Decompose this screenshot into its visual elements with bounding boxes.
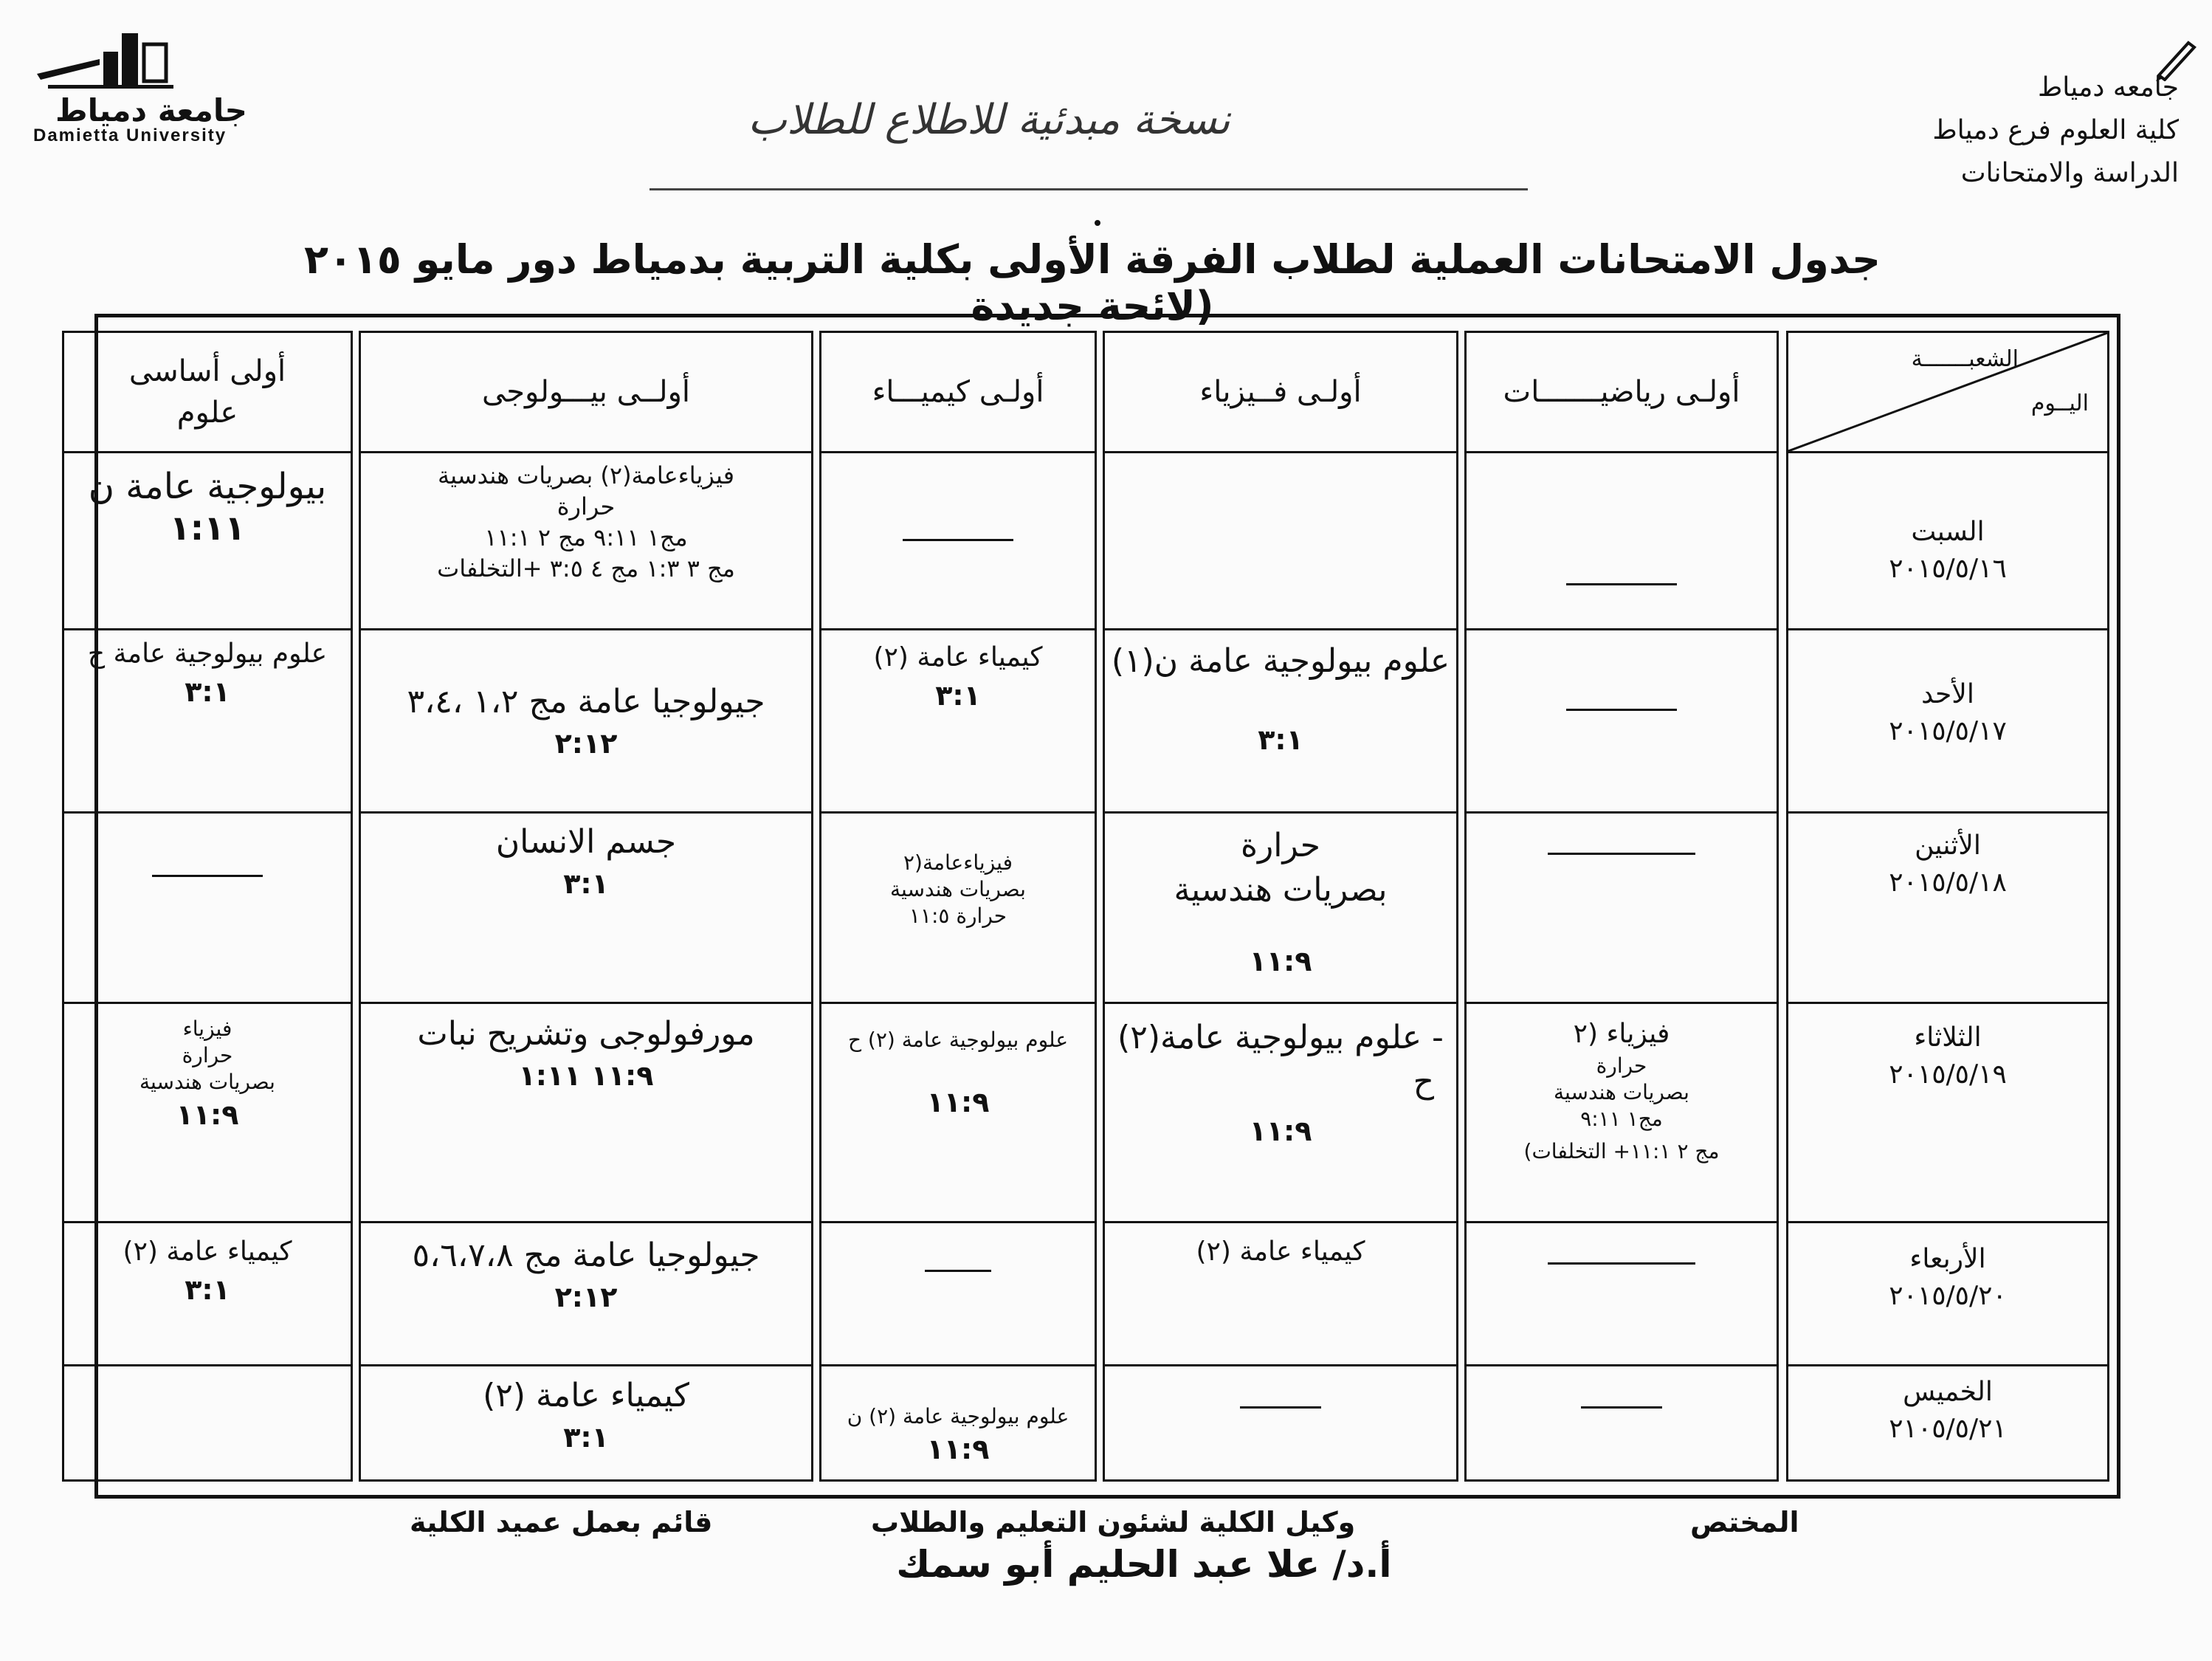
column-bio — [359, 331, 813, 1482]
day-row-5 — [1788, 1241, 2107, 1359]
faculty-header — [1932, 66, 2179, 195]
bio-row-3: جسم الانسان ٣:١ — [495, 823, 677, 900]
header-line-department: الدراسة والامتحانات — [1960, 158, 2179, 188]
day-row-6 — [1788, 1374, 2107, 1470]
day-date: ٢٠١٥/٥/٢٠ — [1889, 1281, 2007, 1311]
empty-dash — [1566, 709, 1677, 711]
basic-row-4: فيزياء حرارة بصريات هندسية ١١:٩ — [139, 1017, 275, 1131]
day-name: الأحد — [1921, 679, 1974, 709]
physics-row-3: حرارة بصريات هندسية ١١:٩ — [1174, 827, 1388, 977]
column-math — [1464, 331, 1779, 1482]
math-row-2 — [1467, 636, 1777, 805]
empty-dash — [1548, 853, 1695, 855]
chem-row-3: فيزياءعامة(٢ بصريات هندسية حرارة ١١:٥ — [890, 850, 1026, 928]
basic-row-1: بيولوجية عامة ن ١:١١ — [88, 466, 327, 548]
bio-row-6: كيمياء عامة (٢) ٣:١ — [483, 1377, 689, 1454]
chem-row-4: علوم بيولوجية عامة (٢) ح ١١:٩ — [847, 1028, 1069, 1118]
math-row-1 — [1467, 481, 1777, 628]
day-date: ٢١٠٥/٥/٢١ — [1889, 1414, 2007, 1444]
physics-row-5: كيمياء عامة (٢) — [1196, 1237, 1365, 1267]
empty-dash — [1240, 1406, 1321, 1409]
math-row-3 — [1467, 816, 1777, 994]
physics-row-6 — [1105, 1374, 1456, 1470]
math-row-6 — [1467, 1374, 1777, 1470]
column-chem — [819, 331, 1097, 1482]
exam-schedule-table — [87, 314, 2120, 1499]
footer-vice-dean: وكيل الكلية لشئون التعليم والطلاب — [871, 1506, 1356, 1538]
corner-label-division: الشعبـــــــة — [1911, 346, 2019, 372]
column-physics — [1103, 331, 1458, 1482]
empty-dash — [1581, 1406, 1662, 1409]
bio-row-1: فيزياءعامة(٢) بصريات هندسية حرارة مج١ ٩:١١ مج ٢ ١١:١ مج ٣ ١:٣ مج ٤ ٣:٥ +التخلفات — [437, 461, 735, 582]
empty-dash — [152, 875, 263, 877]
basic-row-2: علوم بيولوجية عامة ح ٣:١ — [87, 639, 328, 708]
day-name: الخميس — [1903, 1377, 1993, 1407]
chem-row-5 — [821, 1241, 1095, 1359]
day-date: ٢٠١٥/٥/١٧ — [1889, 716, 2007, 746]
physics-row-1 — [1105, 458, 1456, 628]
header-math: أولـى رياضيـــــــات — [1503, 375, 1740, 409]
university-logo — [33, 30, 277, 145]
header-chem: أولـى كيميـــاء — [872, 375, 1044, 409]
day-row-3 — [1788, 816, 2107, 1008]
corner-label-day: اليــوم — [2030, 391, 2089, 416]
basic-row-5: كيمياء عامة (٢) ٣:١ — [123, 1237, 292, 1306]
column-basic — [62, 331, 353, 1482]
column-day — [1786, 331, 2109, 1482]
header-corner — [1788, 333, 2107, 451]
chem-row-1 — [821, 481, 1095, 628]
physics-row-2: علوم بيولوجية عامة ن(١) ٣:١ — [1111, 642, 1450, 756]
day-name: الأثنين — [1915, 830, 1981, 861]
header-basic: أولى أساسى علوم — [128, 354, 286, 430]
logo-english: Damietta University — [33, 125, 227, 145]
empty-dash — [1566, 583, 1677, 585]
empty-dash — [925, 1270, 991, 1272]
bio-row-5: جيولوجيا عامة مج ٥،٦،٧،٨ ٢:١٢ — [412, 1237, 760, 1313]
basic-row-3 — [64, 816, 351, 994]
physics-row-4: - علوم بيولوجية عامة(٢) ح ١١:٩ — [1117, 1019, 1444, 1147]
bio-row-2: جيولوجيا عامة مج ١،٢ ،٣،٤ ٢:١٢ — [407, 683, 765, 760]
header-bio: أولــى بيـــولوجى — [481, 375, 691, 409]
header-line-university: جامعه دمياط — [2037, 72, 2179, 103]
page-title: جدول الامتحانات العملية لطلاب الفرقة الأولى بكلية التربية بدمياط دور مايو ٢٠١٥ (لائحة جديدة — [304, 236, 1881, 329]
day-row-1 — [1788, 458, 2107, 628]
day-date: ٢٠١٥/٥/١٩ — [1889, 1059, 2007, 1090]
title-dot — [1095, 220, 1100, 226]
day-date: ٢٠١٥/٥/١٨ — [1889, 867, 2007, 898]
day-row-2 — [1788, 636, 2107, 805]
day-name: الأربعاء — [1909, 1244, 1986, 1274]
header-line-faculty: كلية العلوم فرع دمياط — [1932, 115, 2179, 145]
day-row-4 — [1788, 1012, 2107, 1219]
handwritten-note: نسخة مبدئية للاطلاع للطلاب — [748, 96, 1230, 144]
bio-row-4: مورفولوجى وتشريح نبات ١١:٩ ١:١١ — [417, 1015, 755, 1092]
day-date: ٢٠١٥/٥/١٦ — [1889, 554, 2007, 584]
header-physics: أولـى فــيزياء — [1199, 375, 1362, 409]
chem-row-6: علوم بيولوجية عامة (٢) ن ١١:٩ — [847, 1404, 1069, 1465]
math-row-5 — [1467, 1241, 1777, 1359]
math-row-4: فيزياء (٢ حرارة بصريات هندسية مج١ ٩:١١ مج ٢ ١١:١+ التخلفات) — [1523, 1019, 1720, 1163]
basic-row-6 — [64, 1374, 351, 1470]
university-building-icon — [33, 30, 181, 96]
handwritten-underline — [650, 188, 1528, 190]
day-name: السبت — [1911, 517, 1985, 547]
day-name: الثلاثاء — [1914, 1022, 1982, 1053]
footer-acting-dean: قائم بعمل عميد الكلية — [410, 1506, 713, 1538]
empty-dash — [903, 539, 1013, 541]
logo-arabic: جامعة دمياط — [55, 92, 247, 128]
footer-specialist: المختص — [1690, 1506, 1799, 1538]
chem-row-2: كيمياء عامة (٢) ٣:١ — [873, 642, 1043, 712]
dean-name: أ.د/ علا عبد الحليم أبو سمك — [896, 1543, 1392, 1586]
empty-dash — [1548, 1262, 1695, 1265]
